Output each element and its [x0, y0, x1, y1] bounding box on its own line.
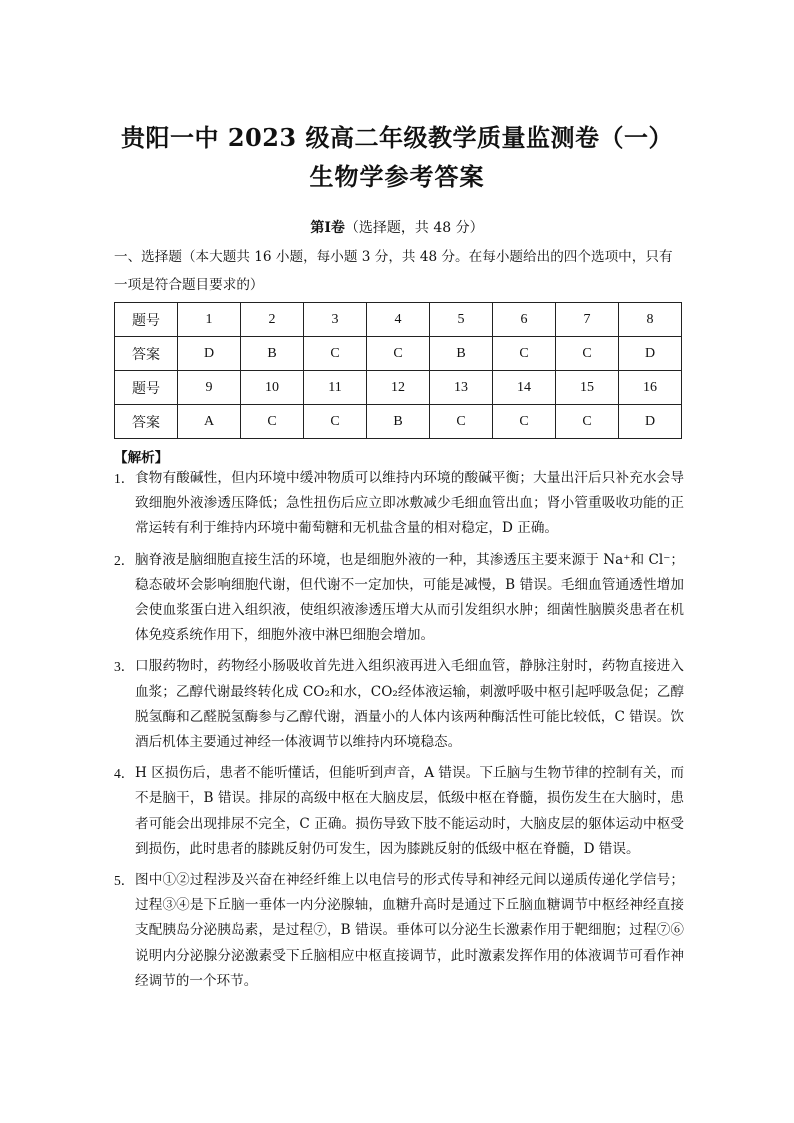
table-cell: 6: [493, 303, 556, 337]
section-heading-desc: （选择题，共 48 分）: [344, 220, 484, 236]
table-cell: 1: [178, 303, 241, 337]
table-cell: C: [556, 337, 619, 371]
table-cell: C: [367, 337, 430, 371]
analysis-item-text: 口服药物时，药物经小肠吸收首先进入组织液再进入毛细血管，静脉注射时，药物直接进入血浆；乙醇代谢最终转化成 CO₂和水，CO₂经体液运输，刺激呼吸中枢引起呼吸急促；乙醇脱氢酶和乙醛脱氢酶参与乙醇代谢，酒量小的人体内该两种酶活性可能比较低，C 错误。饮酒后机体主要通过神经一体液调节以维持内环境稳态。: [135, 658, 684, 751]
table-cell: 12: [367, 371, 430, 405]
analysis-item: [114, 466, 684, 542]
table-row: [115, 405, 682, 439]
table-cell: 3: [304, 303, 367, 337]
analysis-item-number: 4．: [114, 766, 135, 782]
table-row-header: 题号: [115, 303, 178, 337]
analysis-item-number: 1．: [114, 471, 135, 486]
table-row: [115, 303, 682, 337]
table-cell: 2: [241, 303, 304, 337]
analysis-item: [114, 548, 684, 649]
section-heading-volume: 第Ⅰ卷: [310, 220, 345, 236]
table-cell: 14: [493, 371, 556, 405]
table-cell: 15: [556, 371, 619, 405]
table-row-header: 题号: [115, 371, 178, 405]
analysis-label: 【解析】: [114, 450, 169, 466]
table-cell: 9: [178, 371, 241, 405]
table-cell: D: [619, 405, 682, 439]
table-row: [115, 371, 682, 405]
table-cell: 16: [619, 371, 682, 405]
analysis-item-number: 3．: [114, 659, 135, 675]
table-cell: 13: [430, 371, 493, 405]
table-cell: 8: [619, 303, 682, 337]
table-cell: C: [304, 337, 367, 371]
table-cell: 5: [430, 303, 493, 337]
analysis-item: [114, 761, 684, 862]
table-row-header: 答案: [115, 405, 178, 439]
table-cell: C: [493, 337, 556, 371]
table-cell: C: [241, 405, 304, 439]
document-subtitle: 生物学参考答案: [309, 162, 485, 191]
table-cell: 7: [556, 303, 619, 337]
table-cell: C: [493, 405, 556, 439]
table-cell: 4: [367, 303, 430, 337]
table-cell: C: [304, 405, 367, 439]
section-instruction: 一、选择题（本大题共 16 小题，每小题 3 分，共 48 分。在每小题给出的四个选项中，只有一项是符合题目要求的）: [114, 249, 673, 293]
analysis-item-number: 2．: [114, 552, 135, 568]
table-cell: B: [241, 337, 304, 371]
table-cell: 10: [241, 371, 304, 405]
analysis-item-text: 图中①②过程涉及兴奋在神经纤维上以电信号的形式传导和神经元间以递质传递化学信号；过程③④是下丘脑一垂体一内分泌腺轴，血糖升高时是通过下丘脑血糖调节中枢经神经直接支配胰岛分泌胰岛素，是过程⑦，B 错误。垂体可以分泌生长激素作用于靶细胞；过程⑦⑥说明内分泌腺分泌激素受下丘脑相应中枢直接调节，此时激素发挥作用的体液调节可看作神经调节的一个环节。: [135, 872, 684, 989]
answer-table: [114, 302, 682, 439]
section-heading: [0, 217, 794, 237]
analysis-item: [114, 868, 684, 994]
table-cell: D: [178, 337, 241, 371]
analysis-item-text: H 区损伤后，患者不能听懂话，但能听到声音，A 错误。下丘脑与生物节律的控制有关，而不是脑干，B 错误。排尿的高级中枢在大脑皮层，低级中枢在脊髓，损伤发生在大脑时，患者可能会出现排尿不完全，C 正确。损伤导致下肢不能运动时，大脑皮层的躯体运动中枢受到损伤，此时患者的膝跳反射仍可发生，因为膝跳反射的低级中枢在脊髓，D 错误。: [135, 765, 684, 857]
table-cell: A: [178, 405, 241, 439]
table-cell: D: [619, 337, 682, 371]
table-cell: C: [430, 405, 493, 439]
table-cell: C: [556, 405, 619, 439]
analysis-list: [114, 466, 684, 1000]
document-title: 贵阳一中 2023 级高二年级教学质量监测卷（一）: [120, 123, 673, 152]
table-cell: 11: [304, 371, 367, 405]
analysis-item-number: 5．: [114, 873, 135, 889]
table-row: [115, 337, 682, 371]
analysis-item-text: 脑脊液是脑细胞直接生活的环境，也是细胞外液的一种，其渗透压主要来源于 Na⁺和 Cl⁻；稳态破坏会影响细胞代谢，但代谢不一定加快，可能是减慢，B 错误。毛细血管通透性增加会使血浆蛋白进入组织液，使组织液渗透压增大从而引发组织水肿；细菌性脑膜炎患者在机体免疫系统作用下，细胞外液中淋巴细胞会增加。: [135, 551, 684, 644]
analysis-item-text: 食物有酸碱性，但内环境中缓冲物质可以维持内环境的酸碱平衡；大量出汗后只补充水会导致细胞外液渗透压降低；急性扭伤后应立即冰敷减少毛细血管出血；肾小管重吸收功能的正常运转有利于维持内环境中葡萄糖和无机盐含量的相对稳定，D 正确。: [135, 470, 684, 537]
table-cell: B: [367, 405, 430, 439]
table-row-header: 答案: [115, 337, 178, 371]
analysis-item: [114, 654, 684, 755]
table-cell: B: [430, 337, 493, 371]
